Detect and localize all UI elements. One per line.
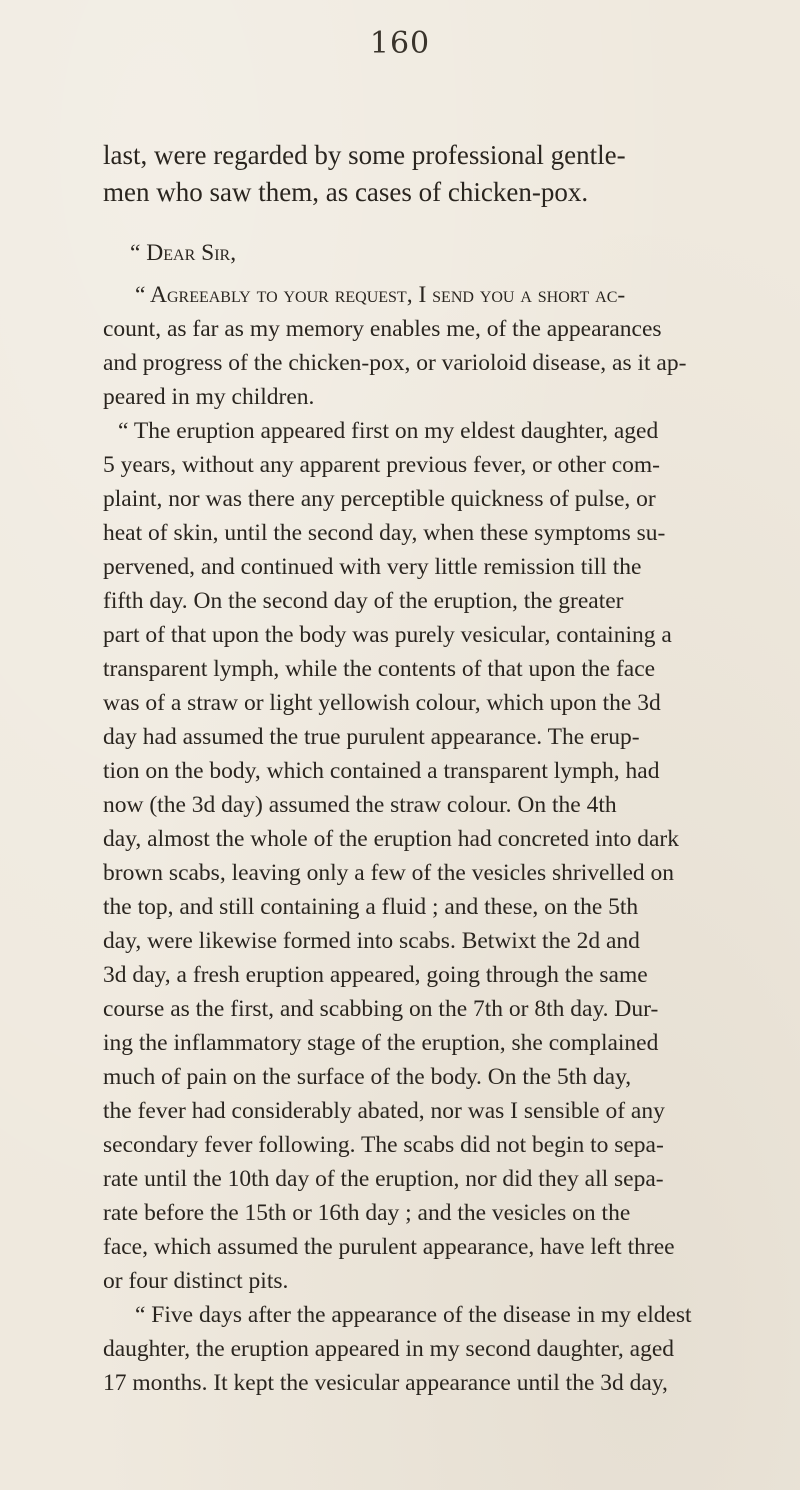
text-line-25: course as the first, and scabbing on the 7th or 8th day. Dur- xyxy=(103,996,659,1022)
text-line-13: fifth day. On the second day of the eruption, the greater xyxy=(103,588,624,614)
text-line-8: “ The eruption appeared first on my eldest daughter, aged xyxy=(118,418,659,444)
text-line-11: heat of skin, until the second day, when these symptoms su- xyxy=(103,520,666,546)
salutation: “ Dear Sir, xyxy=(130,240,237,266)
text-line-28: the fever had considerably abated, nor was I sensible of any xyxy=(103,1098,665,1124)
text-line-6: and progress of the chicken-pox, or varioloid disease, as it ap- xyxy=(103,350,687,376)
text-line-1: last, were regarded by some professional gentle- xyxy=(103,140,626,170)
text-line-30: rate until the 10th day of the eruption, nor did they all sepa- xyxy=(103,1166,664,1192)
text-line-18: tion on the body, which contained a transparent lymph, had xyxy=(103,758,660,784)
text-line-27: much of pain on the surface of the body. On the 5th day, xyxy=(103,1064,632,1090)
text-line-33: or four distinct pits. xyxy=(103,1268,289,1294)
text-line-17: day had assumed the true purulent appearance. The erup- xyxy=(103,724,640,750)
text-line-31: rate before the 15th or 16th day ; and the vesicles on the xyxy=(103,1200,631,1226)
text-line-34: “ Five days after the appearance of the disease in my eldest xyxy=(135,1302,692,1328)
text-line-35: daughter, the eruption appeared in my second daughter, aged xyxy=(103,1336,675,1362)
text-line-26: ing the inflammatory stage of the eruption, she complained xyxy=(103,1030,659,1056)
page-number: 160 xyxy=(369,26,431,61)
text-line-32: face, which assumed the purulent appearance, have left three xyxy=(103,1234,675,1260)
text-line-4: “ Agreeably to your request, I send you a short ac- xyxy=(135,282,626,308)
text-line-20: day, almost the whole of the eruption had concreted into dark xyxy=(103,826,680,852)
text-line-10: plaint, nor was there any perceptible quickness of pulse, or xyxy=(103,486,656,512)
text-line-5: count, as far as my memory enables me, of the appearances xyxy=(103,316,662,342)
text-line-21: brown scabs, leaving only a few of the vesicles shrivelled on xyxy=(103,860,675,886)
text-line-36: 17 months. It kept the vesicular appearance until the 3d day, xyxy=(103,1370,668,1396)
text-line-22: the top, and still containing a fluid ; and these, on the 5th xyxy=(103,894,639,920)
text-line-29: secondary fever following. The scabs did not begin to sepa- xyxy=(103,1132,664,1158)
text-line-15: transparent lymph, while the contents of that upon the face xyxy=(103,656,656,682)
text-line-12: pervened, and continued with very little remission till the xyxy=(103,554,642,580)
text-line-7: peared in my children. xyxy=(103,384,315,410)
text-line-16: was of a straw or light yellowish colour, which upon the 3d xyxy=(103,690,661,716)
text-line-19: now (the 3d day) assumed the straw colour. On the 4th xyxy=(103,792,617,818)
text-line-14: part of that upon the body was purely vesicular, containing a xyxy=(103,622,672,648)
text-line-9: 5 years, without any apparent previous fever, or other com- xyxy=(103,452,660,478)
text-line-2: men who saw them, as cases of chicken-pox. xyxy=(103,177,589,207)
text-line-24: 3d day, a fresh eruption appeared, going through the same xyxy=(103,962,648,988)
text-line-23: day, were likewise formed into scabs. Betwixt the 2d and xyxy=(103,928,640,954)
